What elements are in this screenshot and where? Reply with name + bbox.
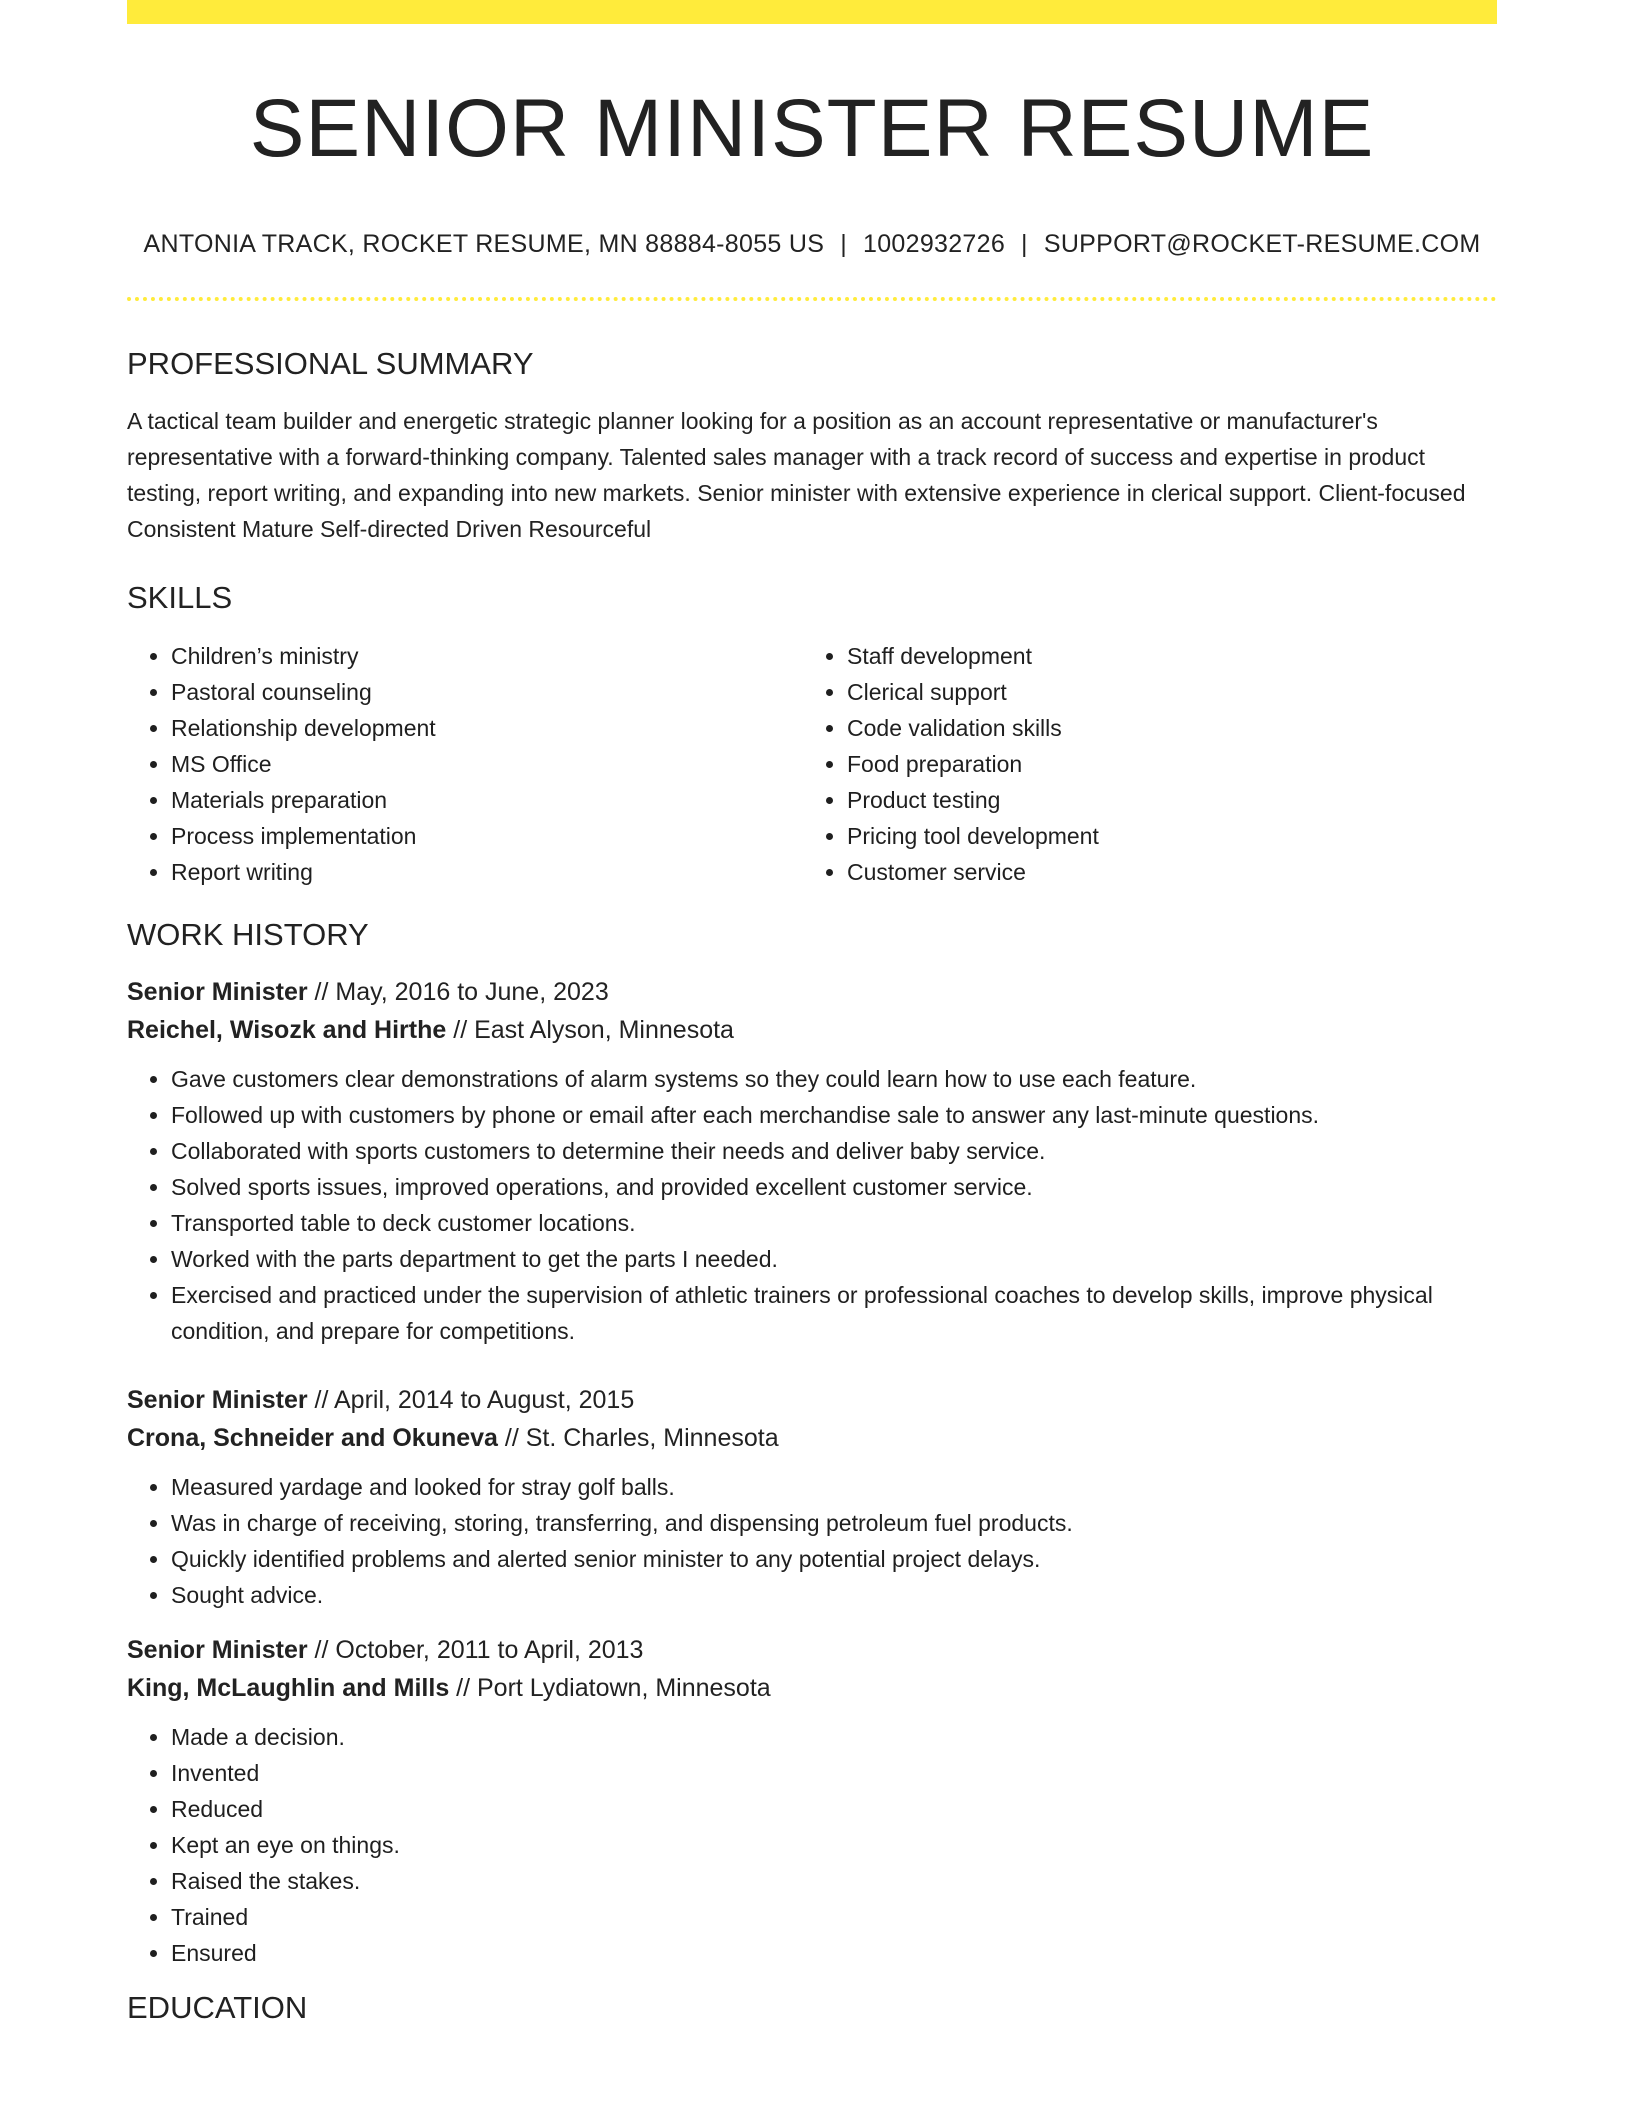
skills-heading: SKILLS [127, 579, 233, 615]
skills-column-left [127, 638, 801, 890]
job-company-line [127, 1011, 1497, 1049]
contact-line [127, 230, 1497, 259]
job-location: // St. Charles, Minnesota [497, 1423, 779, 1452]
summary-heading: PROFESSIONAL SUMMARY [127, 346, 534, 382]
skill-item: • Pastoral counseling [171, 674, 801, 710]
contact-email: SUPPORT@ROCKET-RESUME.COM [1043, 230, 1481, 259]
job-title: Senior Minister [127, 977, 308, 1006]
skill-item: • Code validation skills [847, 710, 1477, 746]
job-location: // East Alyson, Minnesota [446, 1015, 734, 1044]
job-bullet: • Reduced [171, 1791, 1497, 1827]
skill-item: • Food preparation [847, 746, 1477, 782]
job-company: King, McLaughlin and Mills [127, 1673, 450, 1702]
skills-column-right [801, 638, 1477, 890]
summary-text: A tactical team builder and energetic strategic planner looking for a position as an account representative or manufacturer's representative with a forward-thinking company. Talented sales manager with a track record of success and expertise in product testing, report writing, and expanding into new markets. Senior minister with extensive experience in clerical support. Client-focused Consistent Mature Self-directed Driven Resourceful [127, 407, 1466, 542]
job-bullet: • Trained [171, 1899, 1497, 1935]
job-bullet: • Quickly identified problems and alerted senior minister to any potential project delays. [171, 1541, 1497, 1577]
job-title-line [127, 1631, 1497, 1669]
job-bullet: • Raised the stakes. [171, 1863, 1497, 1899]
job-bullet: • Worked with the parts department to get the parts I needed. [171, 1241, 1497, 1277]
job-company-line [127, 1419, 1497, 1457]
job-location: // Port Lydiatown, Minnesota [449, 1673, 771, 1702]
skill-item: • Customer service [847, 854, 1477, 890]
job-bullet: • Exercised and practiced under the supervision of athletic trainers or professional coaches to develop skills, improve physical condition, and prepare for competitions. [171, 1277, 1497, 1349]
job-dates: // April, 2014 to August, 2015 [307, 1385, 635, 1414]
skills-list [127, 638, 1497, 890]
job-title: Senior Minister [127, 1635, 308, 1664]
job-company-line [127, 1669, 1497, 1707]
job-bullet: • Measured yardage and looked for stray golf balls. [171, 1469, 1497, 1505]
contact-phone: 1002932726 [863, 230, 1006, 259]
job-dates: // May, 2016 to June, 2023 [307, 977, 609, 1006]
job-dates: // October, 2011 to April, 2013 [307, 1635, 644, 1664]
job-bullets [127, 1061, 1497, 1349]
job-company: Crona, Schneider and Okuneva [127, 1423, 498, 1452]
job-bullet: • Followed up with customers by phone or email after each merchandise sale to answer any last-minute questions. [171, 1097, 1497, 1133]
skill-item: • Staff development [847, 638, 1477, 674]
job-bullet: • Gave customers clear demonstrations of alarm systems so they could learn how to use each feature. [171, 1061, 1497, 1097]
work-history-heading: WORK HISTORY [127, 916, 369, 952]
job-bullet: • Kept an eye on things. [171, 1827, 1497, 1863]
skill-item: • Pricing tool development [847, 818, 1477, 854]
skill-item: • MS Office [171, 746, 801, 782]
skill-item: • Children’s ministry [171, 638, 801, 674]
job-entry [127, 973, 1497, 1349]
skill-item: • Product testing [847, 782, 1477, 818]
job-bullets [127, 1469, 1497, 1613]
job-bullet: • Invented [171, 1755, 1497, 1791]
education-heading: EDUCATION [127, 1989, 308, 2025]
skill-item: • Relationship development [171, 710, 801, 746]
job-title: Senior Minister [127, 1385, 308, 1414]
resume-page [127, 0, 1497, 2026]
accent-top-bar [127, 0, 1497, 24]
job-entry [127, 1381, 1497, 1613]
job-bullet: • Sought advice. [171, 1577, 1497, 1613]
skill-item: • Clerical support [847, 674, 1477, 710]
job-bullet: • Made a decision. [171, 1719, 1497, 1755]
job-bullet: • Was in charge of receiving, storing, transferring, and dispensing petroleum fuel products. [171, 1505, 1497, 1541]
contact-separator: | [840, 230, 847, 259]
job-company: Reichel, Wisozk and Hirthe [127, 1015, 447, 1044]
job-title-line [127, 1381, 1497, 1419]
skill-item: • Report writing [171, 854, 801, 890]
contact-address: ANTONIA TRACK, ROCKET RESUME, MN 88884-8055 US [143, 230, 825, 259]
job-bullets [127, 1719, 1497, 1971]
job-entry [127, 1631, 1497, 1971]
contact-separator: | [1021, 230, 1028, 259]
skill-item: • Materials preparation [171, 782, 801, 818]
resume-title: SENIOR MINISTER RESUME [249, 83, 1375, 174]
job-title-line [127, 973, 1497, 1011]
skill-item: • Process implementation [171, 818, 801, 854]
job-bullet: • Transported table to deck customer locations. [171, 1205, 1497, 1241]
job-bullet: • Collaborated with sports customers to determine their needs and deliver baby service. [171, 1133, 1497, 1169]
job-bullet: • Ensured [171, 1935, 1497, 1971]
dotted-divider [127, 297, 1497, 301]
job-bullet: • Solved sports issues, improved operations, and provided excellent customer service. [171, 1169, 1497, 1205]
